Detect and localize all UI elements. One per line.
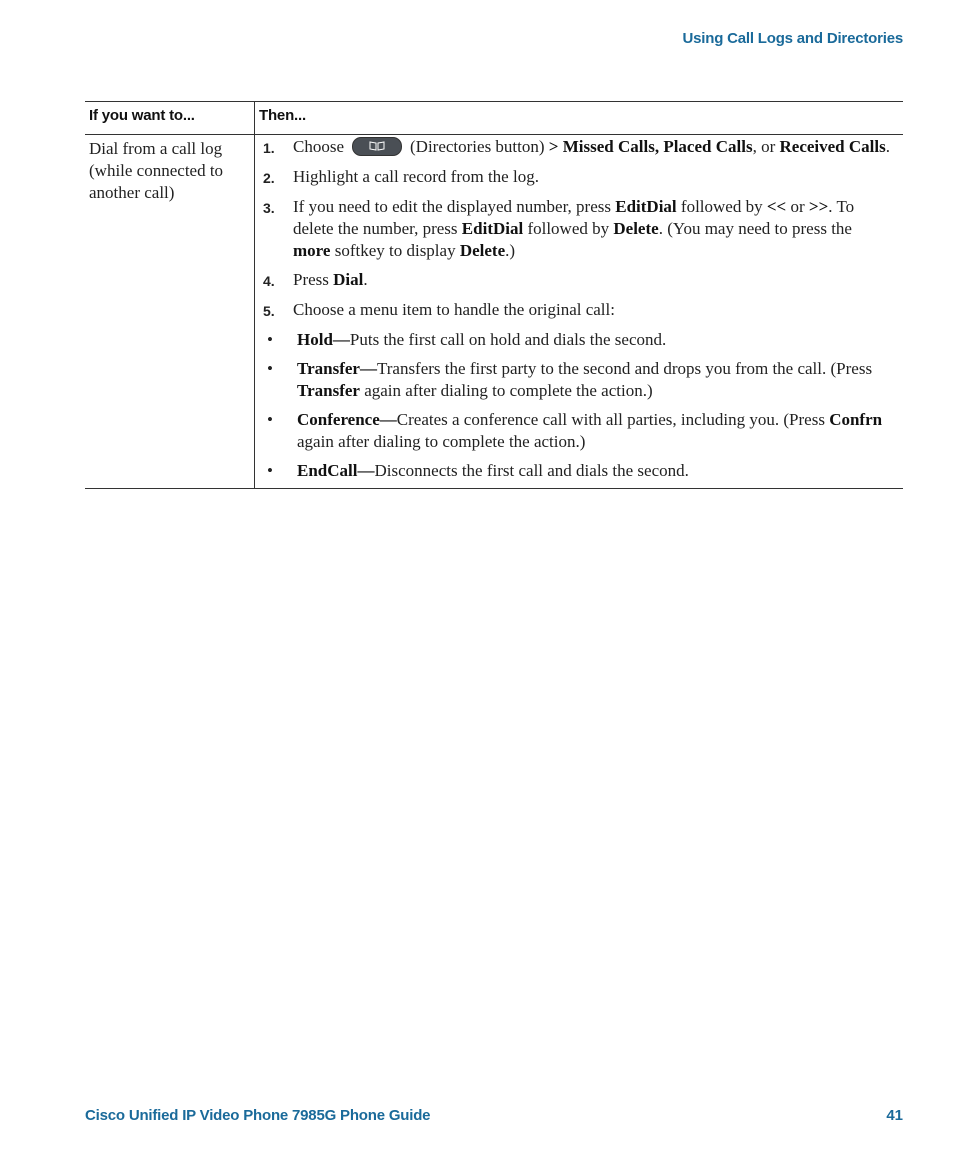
option-text: Transfer—Transfers the first party to the second and drops you from the call. (Press Transfer again after dialing to complete the action.)	[297, 359, 873, 401]
step-2	[263, 166, 893, 189]
option-text: Conference—Creates a conference call with all parties, including you. (Press Confrn again after dialing to complete the action.)	[297, 410, 883, 452]
option-text: EndCall—Disconnects the first call and dials the second.	[297, 461, 689, 481]
step-number: 4.	[263, 273, 275, 290]
table-header-row	[85, 102, 903, 135]
step-number: 5.	[263, 303, 275, 320]
option-hold	[263, 329, 893, 351]
bullet-mark: •	[267, 359, 273, 379]
step-5	[263, 299, 893, 322]
footer-guide-title: Cisco Unified IP Video Phone 7985G Phone Guide	[85, 1107, 431, 1124]
steps-cell	[255, 135, 903, 488]
step-text: Highlight a call record from the log.	[293, 167, 539, 187]
step-number: 3.	[263, 200, 275, 217]
step-text: Press Dial.	[293, 270, 368, 290]
bullet-mark: •	[267, 330, 273, 350]
directories-button-icon	[352, 137, 402, 156]
task-text: Dial from a call log (while connected to another call)	[89, 139, 224, 202]
option-endcall	[263, 460, 893, 482]
step-1	[263, 136, 893, 159]
step-3	[263, 196, 893, 262]
step-text: If you need to edit the displayed number, press EditDial followed by << or >>. To delete the number, press EditDial followed by Delete. (You may need to press the more softkey to display Delete.)	[293, 197, 855, 261]
instructions-table	[85, 101, 903, 489]
option-transfer	[263, 358, 893, 402]
task-cell	[85, 135, 255, 488]
col1-header: If you want to...	[85, 102, 255, 134]
step-text: Choose a menu item to handle the original call:	[293, 300, 615, 320]
col2-header: Then...	[259, 107, 306, 124]
step-text: Choose (Directories button) > Missed Calls, Placed Calls, or Received Calls.	[293, 137, 890, 156]
step-number: 2.	[263, 170, 275, 187]
page-number: 41	[886, 1107, 903, 1124]
option-conference	[263, 409, 893, 453]
bullet-mark: •	[267, 410, 273, 430]
step-4	[263, 269, 893, 292]
running-header: Using Call Logs and Directories	[682, 30, 903, 47]
table-row	[85, 135, 903, 488]
option-text: Hold—Puts the first call on hold and dials the second.	[297, 330, 667, 350]
step-number: 1.	[263, 140, 275, 156]
bullet-mark: •	[267, 461, 273, 481]
